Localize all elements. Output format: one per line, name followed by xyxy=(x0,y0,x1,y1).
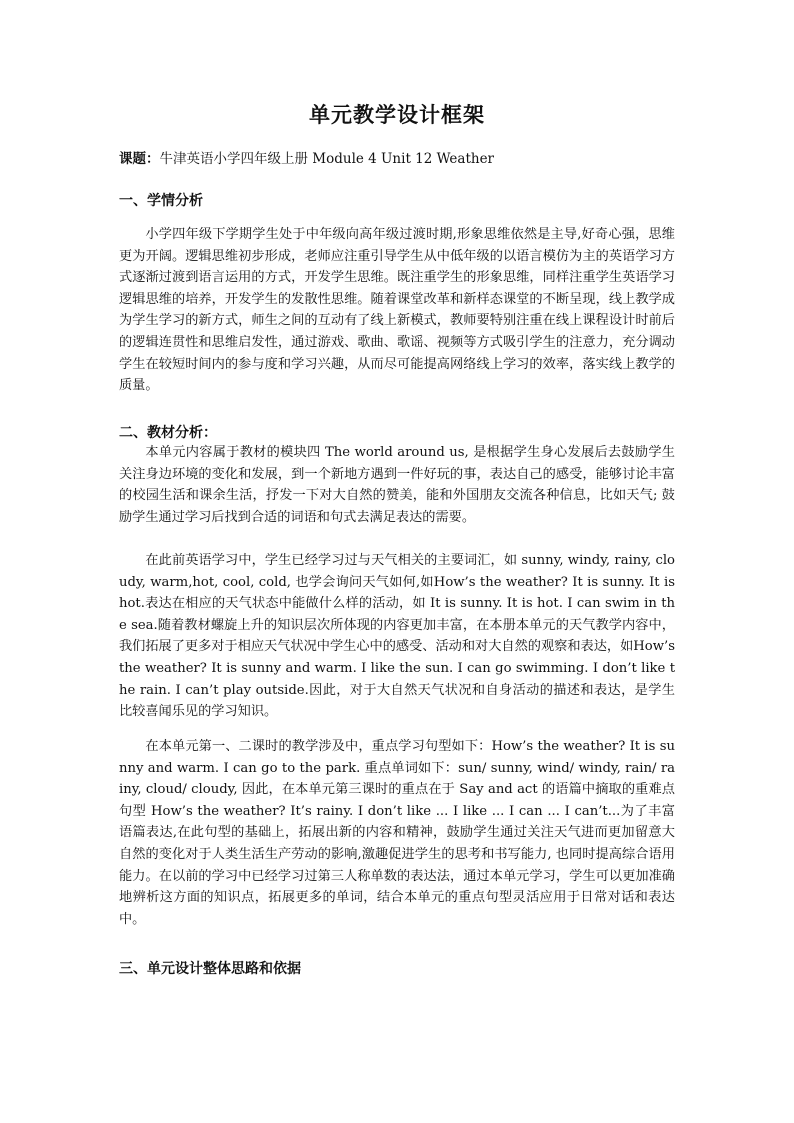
section-heading-textbook-analysis: 二、教材分析： xyxy=(119,425,217,441)
learner-analysis-paragraph: 小学四年级下学期学生处于中年级向高年级过渡时期,形象思维依然是主导,好奇心强，思维更为开阔。逻辑思维初步形成，老师应注重引导学生从中低年级的以语言模仿为主的英语学习方式逐渐过渡到语言运用的方式，开发学生思维。既注重学生的形象思维，同样注重学生英语学习逻辑思维的培养，开发学生的发散性思维。随着课堂改革和新样态课堂的不断呈现，线上教学成为学生学习的新方式，师生之间的互动有了线上新模式，教师要特别注重在线上课程设计时前后的逻辑连贯性和思维启发性，通过游戏、歌曲、歌谣、视频等方式吸引学生的注意力，充分调动学生在较短时间内的参与度和学习兴趣，从而尽可能提高网络线上学习的效率，落实线上教学的质量。 xyxy=(119,227,675,394)
section-heading-learner-analysis: 一、学情分析 xyxy=(119,193,203,209)
subject-label: 课题： xyxy=(119,151,160,167)
subject-line xyxy=(119,147,679,171)
textbook-analysis-paragraph-2: 在此前英语学习中，学生已经学习过与天气相关的主要词汇，如 sunny, windy, rainy, cloudy, warm,hot, cool, cold, 也学会询问天气如何,如How’s the weather? It is sunny. It is hot.表达在相应的天气状态中能做什么样的活动，如 It is sunny. It is hot. I can swim in the sea.随着教材螺旋上升的知识层次所体现的内容更加丰富，在本册本单元的天气教学内容中，我们拓展了更多对于相应天气状况中学生心中的感受、活动和对大自然的观察和表达，如How’s the weather? It is sunny and warm. I like the sun. I can go swimming. I don’t like the rain. I can’t play outside.因此，对于大自然天气状况和自身活动的描述和表达，是学生比较喜闻乐见的学习知识。 xyxy=(119,553,675,720)
textbook-analysis-paragraph-1: 本单元内容属于教材的模块四 The world around us, 是根据学生身心发展后去鼓励学生关注身边环境的变化和发展，到一个新地方遇到一件好玩的事，表达自己的感受，能够讨论丰富的校园生活和课余生活，抒发一下对大自然的赞美，能和外国朋友交流各种信息，比如天气; 鼓励学生通过学习后找到合适的词语和句式去满足表达的需要。 xyxy=(119,445,675,525)
subject-value: 牛津英语小学四年级上册 Module 4 Unit 12 Weather xyxy=(159,151,495,167)
textbook-analysis-paragraph-3: 在本单元第一、二课时的教学涉及中，重点学习句型如下：How’s the weather? It is sunny and warm. I can go to the park. 重点单词如下：sun/ sunny, wind/ windy, rain/ rainy, cloud/ cloudy, 因此，在本单元第三课时的重点在于 Say and act 的语篇中摘取的重难点句型 How’s the weather? It’s rainy. I don’t like ... I like ... I can ... I can’t...为了丰富语篇表达,在此句型的基础上，拓展出新的内容和精神，鼓励学生通过关注天气进而更加留意大自然的变化对于人类生活生产劳动的影响,激趣促进学生的思考和书写能力, 也同时提高综合语用能力。在以前的学习中已经学习过第三人称单数的表达法，通过本单元学习，学生可以更加准确地辨析这方面的知识点，拓展更多的单词，结合本单元的重点句型灵活应用于日常对话和表达中。 xyxy=(119,739,675,927)
section-heading-unit-design: 三、单元设计整体思路和依据 xyxy=(119,961,301,977)
document-title: 单元教学设计框架 xyxy=(309,102,485,127)
